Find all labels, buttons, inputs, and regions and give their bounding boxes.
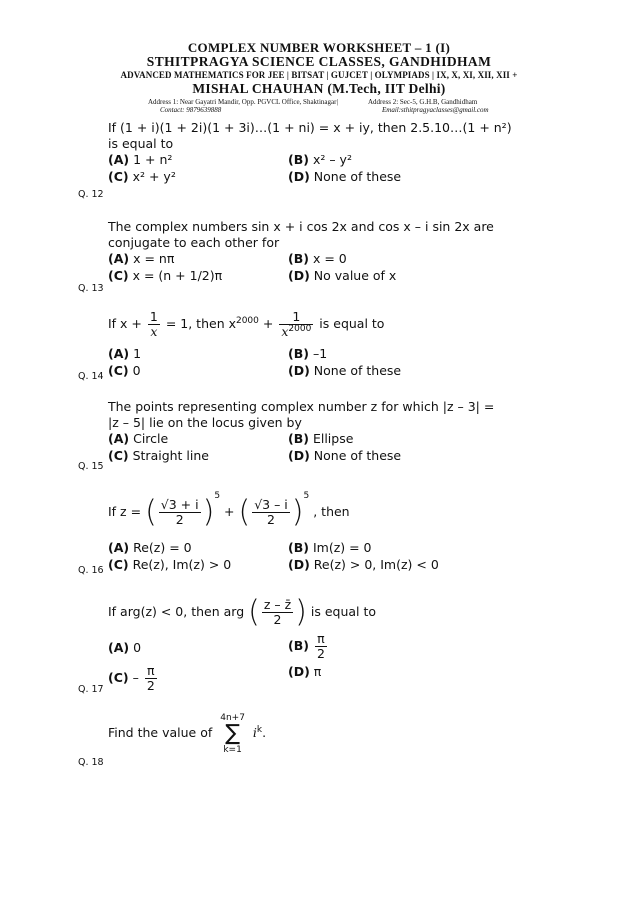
question-13: [108, 219, 508, 285]
option-d: (D) None of these: [288, 448, 402, 463]
question-stem: The points representing complex number z for which |z – 3| =: [108, 399, 495, 414]
option-c: (C) – $\frac{\pi}{2}$: [108, 663, 155, 693]
question-stem: |z – 5| lie on the locus given by: [108, 415, 302, 430]
question-stem: If arg(z) < 0, then arg ( $\frac{z - z̄}{2}$ ) is equal to: [108, 594, 377, 630]
question-18: [108, 708, 508, 758]
option-d: (D) None of these: [288, 363, 402, 378]
option-c: (C) 0: [108, 363, 141, 378]
question-16: [108, 488, 508, 574]
question-number: Q. 17: [78, 684, 104, 695]
question-14: [108, 310, 508, 380]
option-a: (A) 1 + n²: [108, 152, 173, 167]
question-number: Q. 16: [78, 565, 104, 576]
option-a: (A) Circle: [108, 431, 169, 446]
question-17: [108, 594, 508, 696]
option-a: (A) x = nπ: [108, 251, 175, 266]
question-stem: If x + $\frac{1}{x}$ = 1, then $x^{2000}$ + $\frac{1}{x^{2000}}$ is equal to: [108, 309, 385, 339]
option-d: (D) No value of x: [288, 268, 397, 283]
option-b: (B) Im(z) = 0: [288, 540, 372, 555]
option-b: (B) $\frac{\pi}{2}$: [288, 631, 325, 661]
option-a: (A) Re(z) = 0: [108, 540, 192, 555]
question-stem: Find the value of 4n+7 ∑ k=1 $i^k$.: [108, 712, 267, 755]
question-12: [108, 120, 512, 186]
address-1: Address 1: Near Gayatri Mandir, Opp. PGVCL Office, Shaktinagar|: [148, 98, 338, 106]
contact: Contact: 9879639888: [160, 106, 222, 114]
option-d: (D) π: [288, 664, 322, 679]
option-c: (C) Straight line: [108, 448, 209, 463]
option-c: (C) x = (n + 1/2)π: [108, 268, 223, 283]
option-c: (C) x² + y²: [108, 169, 176, 184]
summation-symbol: 4n+7 ∑ k=1: [220, 712, 245, 755]
question-number: Q. 15: [78, 461, 104, 472]
option-c: (C) Re(z), Im(z) > 0: [108, 557, 232, 572]
question-number: Q. 18: [78, 757, 104, 768]
question-number: Q. 12: [78, 189, 104, 200]
courses-line: ADVANCED MATHEMATICS FOR JEE | BITSAT | GUJCET | OLYMPIADS | IX, X, XI, XII, XII +: [120, 70, 518, 80]
question-stem: The complex numbers sin x + i cos 2x and cos x – i sin 2x are: [108, 219, 494, 234]
question-stem: If z = ( $\frac{√3 + i}{2}$ )$^5$ + ( $\frac{√3 - i}{2}$ )$^5$ , then: [108, 491, 350, 530]
institute-name: STHITPRAGYA SCIENCE CLASSES, GANDHIDHAM: [146, 54, 492, 69]
question-number: Q. 13: [78, 283, 104, 294]
option-d: (D) None of these: [288, 169, 402, 184]
email: Email:sthitpragyaclasses@gmail.com: [382, 106, 489, 114]
teacher-name: MISHAL CHAUHAN (M.Tech, IIT Delhi): [192, 81, 446, 96]
option-a: (A) 1: [108, 346, 142, 361]
question-stem: conjugate to each other for: [108, 235, 280, 250]
question-number: Q. 14: [78, 371, 104, 382]
question-stem: If (1 + i)(1 + 2i)(1 + 3i)…(1 + ni) = x + iy, then 2.5.10…(1 + n²): [108, 120, 512, 135]
question-stem: is equal to: [108, 136, 174, 151]
option-a: (A) 0: [108, 640, 142, 655]
option-b: (B) x² – y²: [288, 152, 352, 167]
question-15: [108, 399, 508, 465]
option-b: (B) x = 0: [288, 251, 347, 266]
option-d: (D) Re(z) > 0, Im(z) < 0: [288, 557, 439, 572]
option-b: (B) Ellipse: [288, 431, 354, 446]
option-b: (B) –1: [288, 346, 328, 361]
worksheet-title: COMPLEX NUMBER WORKSHEET – 1 (I): [187, 40, 451, 55]
address-2: Address 2: Sec-5, G.H.B, Gandhidham: [368, 98, 478, 106]
